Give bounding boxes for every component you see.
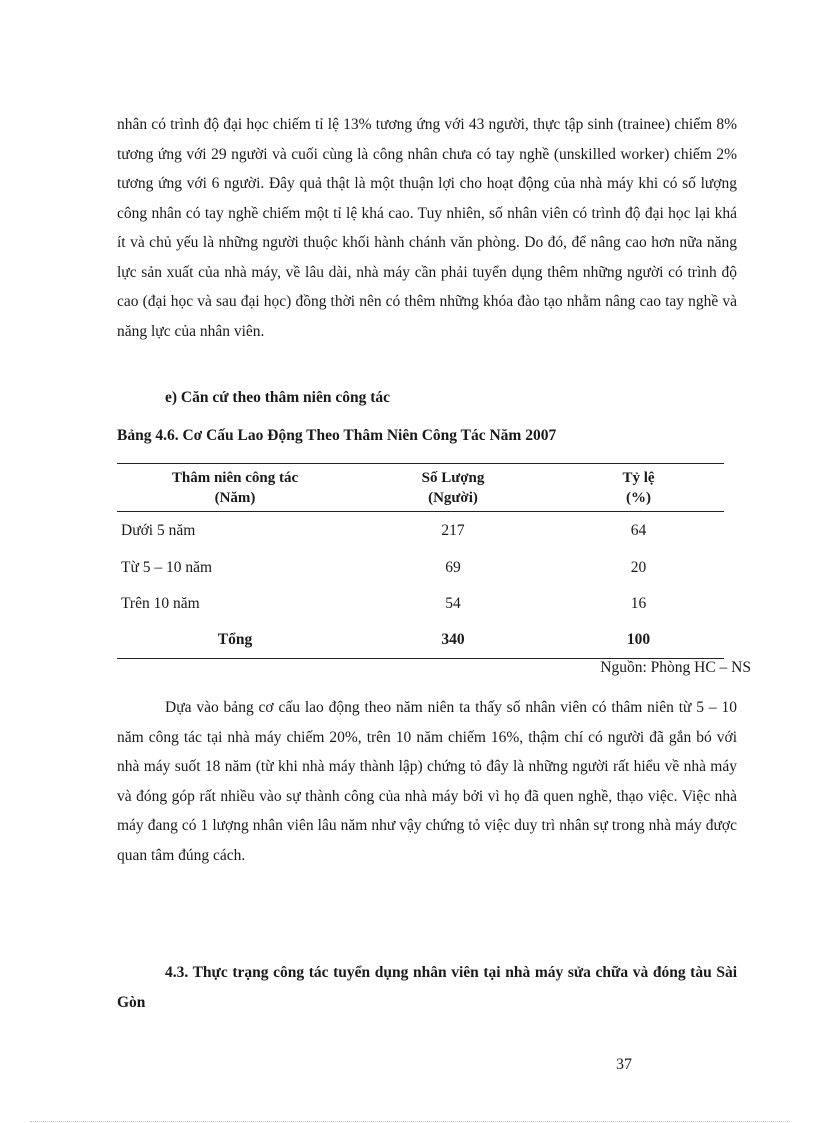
page-bottom-border xyxy=(30,1121,790,1122)
header-seniority-line1: Thâm niên công tác xyxy=(171,470,299,486)
table-header-row xyxy=(117,464,724,512)
row-label: Trên 10 năm xyxy=(121,595,200,612)
header-seniority-line2: (Năm) xyxy=(214,490,256,506)
body-paragraph-2: Dựa vào bảng cơ cấu lao động theo năm niên ta thấy số nhân viên có thâm niên từ 5 – 10 năm công tác tại nhà máy chiếm 20%, trên 10 năm chiếm 16%, thậm chí có người đã gắn bó với nhà máy suốt 18 năm (từ khi nhà máy thành lập) chứng tỏ đây là những người rất hiểu về nhà máy và đóng góp rất nhiều vào sự thành công của nhà máy bởi vì họ đã quen nghề, thạo việc. Việc nhà máy đang có 1 lượng nhân viên lâu năm như vậy chứng tỏ việc duy trì nhân sự trong nhà máy được quan tâm đúng cách. xyxy=(117,699,737,864)
row-count: 54 xyxy=(445,595,461,612)
row-label: Từ 5 – 10 năm xyxy=(121,559,213,576)
body-paragraph-1: nhân có trình độ đại học chiếm tỉ lệ 13% tương ứng với 43 người, thực tập sinh (trainee) chiếm 8% tương ứng với 29 người và cuối cùng là công nhân chưa có tay nghề (unskilled worker) chiếm 2% tương ứng với 6 người. Đây quả thật là một thuận lợi cho hoạt động của nhà máy khi có số lượng công nhân có tay nghề chiếm một tỉ lệ khá cao. Tuy nhiên, số nhân viên có trình độ đại học lại khá ít và chủ yếu là những người thuộc khối hành chánh văn phòng. Do đó, để nâng cao hơn nữa năng lực sản xuất của nhà máy, về lâu dài, nhà máy cần phải tuyển dụng thêm những người có trình độ cao (đại học và sau đại học) đồng thời nên có thêm những khóa đào tạo nhằm nâng cao tay nghề và năng lực của nhân viên. xyxy=(117,116,737,340)
header-percent-line2: (%) xyxy=(626,490,651,506)
row-percent: 16 xyxy=(630,595,647,612)
table-source: Nguồn: Phòng HC – NS xyxy=(600,659,751,676)
header-percent xyxy=(553,468,724,508)
table-row xyxy=(117,586,724,622)
row-label: Dưới 5 năm xyxy=(121,522,196,539)
row-count: 69 xyxy=(445,559,461,576)
header-count-line1: Số Lượng xyxy=(421,470,485,486)
seniority-table xyxy=(117,463,724,659)
header-seniority xyxy=(117,468,353,508)
section-heading: 4.3. Thực trạng công tác tuyển dụng nhân viên tại nhà máy sửa chữa và đóng tàu Sài Gòn xyxy=(117,964,737,1011)
row-percent: 20 xyxy=(630,559,647,576)
total-label: Tổng xyxy=(217,631,253,648)
table-total-row xyxy=(117,622,724,658)
page-number: 37 xyxy=(616,1056,632,1073)
table-row xyxy=(117,512,724,550)
total-count: 340 xyxy=(441,631,465,648)
header-count-line2: (Người) xyxy=(428,490,478,506)
header-percent-line1: Tỷ lệ xyxy=(622,470,655,486)
total-percent: 100 xyxy=(626,631,651,648)
row-percent: 64 xyxy=(630,522,647,539)
table-row xyxy=(117,550,724,586)
subheading: e) Căn cứ theo thâm niên công tác xyxy=(165,389,390,406)
table-caption: Bảng 4.6. Cơ Cấu Lao Động Theo Thâm Niên Công Tác Năm 2007 xyxy=(117,427,557,444)
header-count xyxy=(353,468,553,508)
row-count: 217 xyxy=(441,522,465,539)
